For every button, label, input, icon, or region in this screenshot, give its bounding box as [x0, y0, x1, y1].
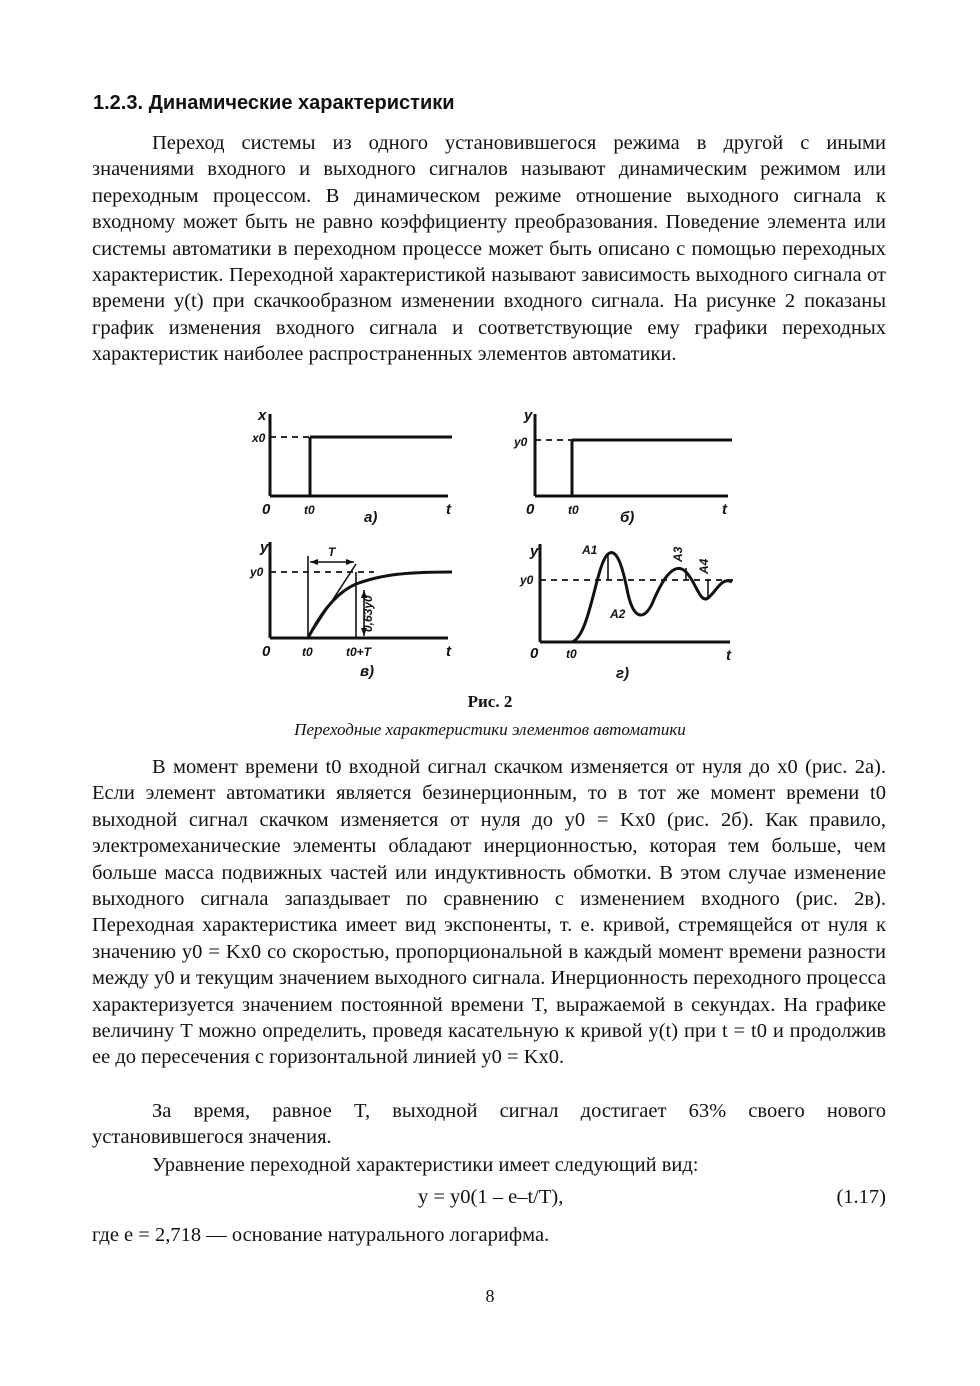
panel-v-t0: t0 — [302, 645, 313, 659]
panel-v-origin: 0 — [262, 643, 271, 660]
panel-g-level-label: y0 — [520, 573, 534, 587]
panel-b-level-label: y0 — [514, 435, 528, 449]
panel-b-t-axis: t — [722, 501, 727, 518]
panel-b-tag: б) — [620, 509, 635, 526]
panel-g-tag: г) — [616, 665, 630, 682]
formula-number: (1.17) — [836, 1186, 886, 1208]
panel-v-pct-label: 0,63y0 — [361, 595, 375, 632]
panel-a-level-label: x0 — [252, 431, 266, 445]
panel-g-A1: A1 — [582, 543, 598, 557]
panel-g-origin: 0 — [530, 645, 539, 662]
paragraph-63-percent: За время, равное T, выходной сигнал достигает 63% своего нового установившегося значения. — [92, 1100, 886, 1149]
panel-a-origin: 0 — [262, 501, 271, 518]
panel-a-tag: а) — [364, 509, 378, 526]
paragraph-explanation: В момент времени t0 входной сигнал скачком изменяется от нуля до x0 (рис. 2а). Если элемент автоматики является безинерционным, то в тот же момент времени t0 выходной сигнал скачком изменяется от нуля до y0 = Kx0 (рис. 2б). Как правило, электромеханические элементы обладают инерционностью, которая тем больше, чем больше масса подвижных частей или индуктивность обмотки. В этом случае изменение выходного сигнала запаздывает по сравнению с изменением входного (рис. 2в). Переходная характеристика имеет вид экспоненты, т. е. кривой, стремящейся от нуля к значению y0 = Kx0 со скоростью, пропорциональной в каждый момент времени разности между y0 и текущим значением выходного сигнала. Инерционность переходного процесса характеризуется значением постоянной времени T, выражаемой в секундах. На графике величину T можно определить, проведя касательную к кривой y(t) при t = t0 и продолжив ее до пересечения с горизонтальной линией y0 = Kx0. — [92, 756, 886, 1069]
paragraph-logarithm: где e = 2,718 — основание натурального логарифма. — [92, 1224, 550, 1246]
panel-a-y-label: x — [258, 407, 267, 424]
panel-g-A2: A2 — [610, 607, 626, 621]
figure-label: Рис. 2 — [467, 692, 513, 711]
panel-b — [513, 407, 732, 526]
panel-v-tag: в) — [360, 663, 375, 680]
panel-g-A4: A4 — [697, 558, 711, 574]
figure-caption: Переходные характеристики элементов автоматики — [294, 720, 686, 739]
panel-g-t-axis: t — [726, 647, 731, 664]
panel-v — [249, 539, 452, 680]
paragraph-equation-intro: Уравнение переходной характеристики имеет следующий вид: — [152, 1154, 699, 1176]
panel-g — [519, 543, 734, 682]
panel-g-A3: A3 — [671, 546, 685, 562]
section-heading: 1.2.3. Динамические характеристики — [93, 92, 455, 114]
panel-a-t0: t0 — [304, 503, 315, 517]
figure-transient-characteristics — [238, 404, 748, 688]
panel-g-t0: t0 — [566, 647, 577, 661]
panel-v-y-label: y — [260, 539, 269, 556]
panel-a — [251, 407, 452, 526]
panel-g-y-label: y — [530, 543, 539, 560]
panel-v-t0T: t0+T — [346, 645, 372, 659]
panel-v-level-label: y0 — [250, 565, 264, 579]
panel-v-T-label: T — [328, 545, 336, 559]
panel-a-t-axis: t — [446, 501, 451, 518]
formula: y = y0(1 – e–t/T), — [418, 1186, 564, 1208]
panel-b-origin: 0 — [526, 501, 535, 518]
page-number: 8 — [485, 1286, 495, 1306]
paragraph-intro: Переход системы из одного установившегося режима в другой с иными значениями входного и выходного сигналов называют динамическим режимом или переходным процессом. В динамическом режиме отношение выходного сигнала к входному может быть не равно коэффициенту преобразования. Поведение элемента или системы автоматики в переходном процессе может быть описано с помощью переходных характеристик. Переходной характеристикой называют зависимость выходного сигнала от времени y(t) при скачкообразном изменении входного сигнала. На рисунке 2 показаны график изменения входного сигнала и соответствующие ему графики переходных характеристик наиболее распространенных элементов автоматики. — [92, 132, 886, 366]
panel-v-t-axis: t — [446, 643, 451, 660]
panel-b-y-label: y — [524, 407, 533, 424]
panel-b-t0: t0 — [568, 503, 579, 517]
